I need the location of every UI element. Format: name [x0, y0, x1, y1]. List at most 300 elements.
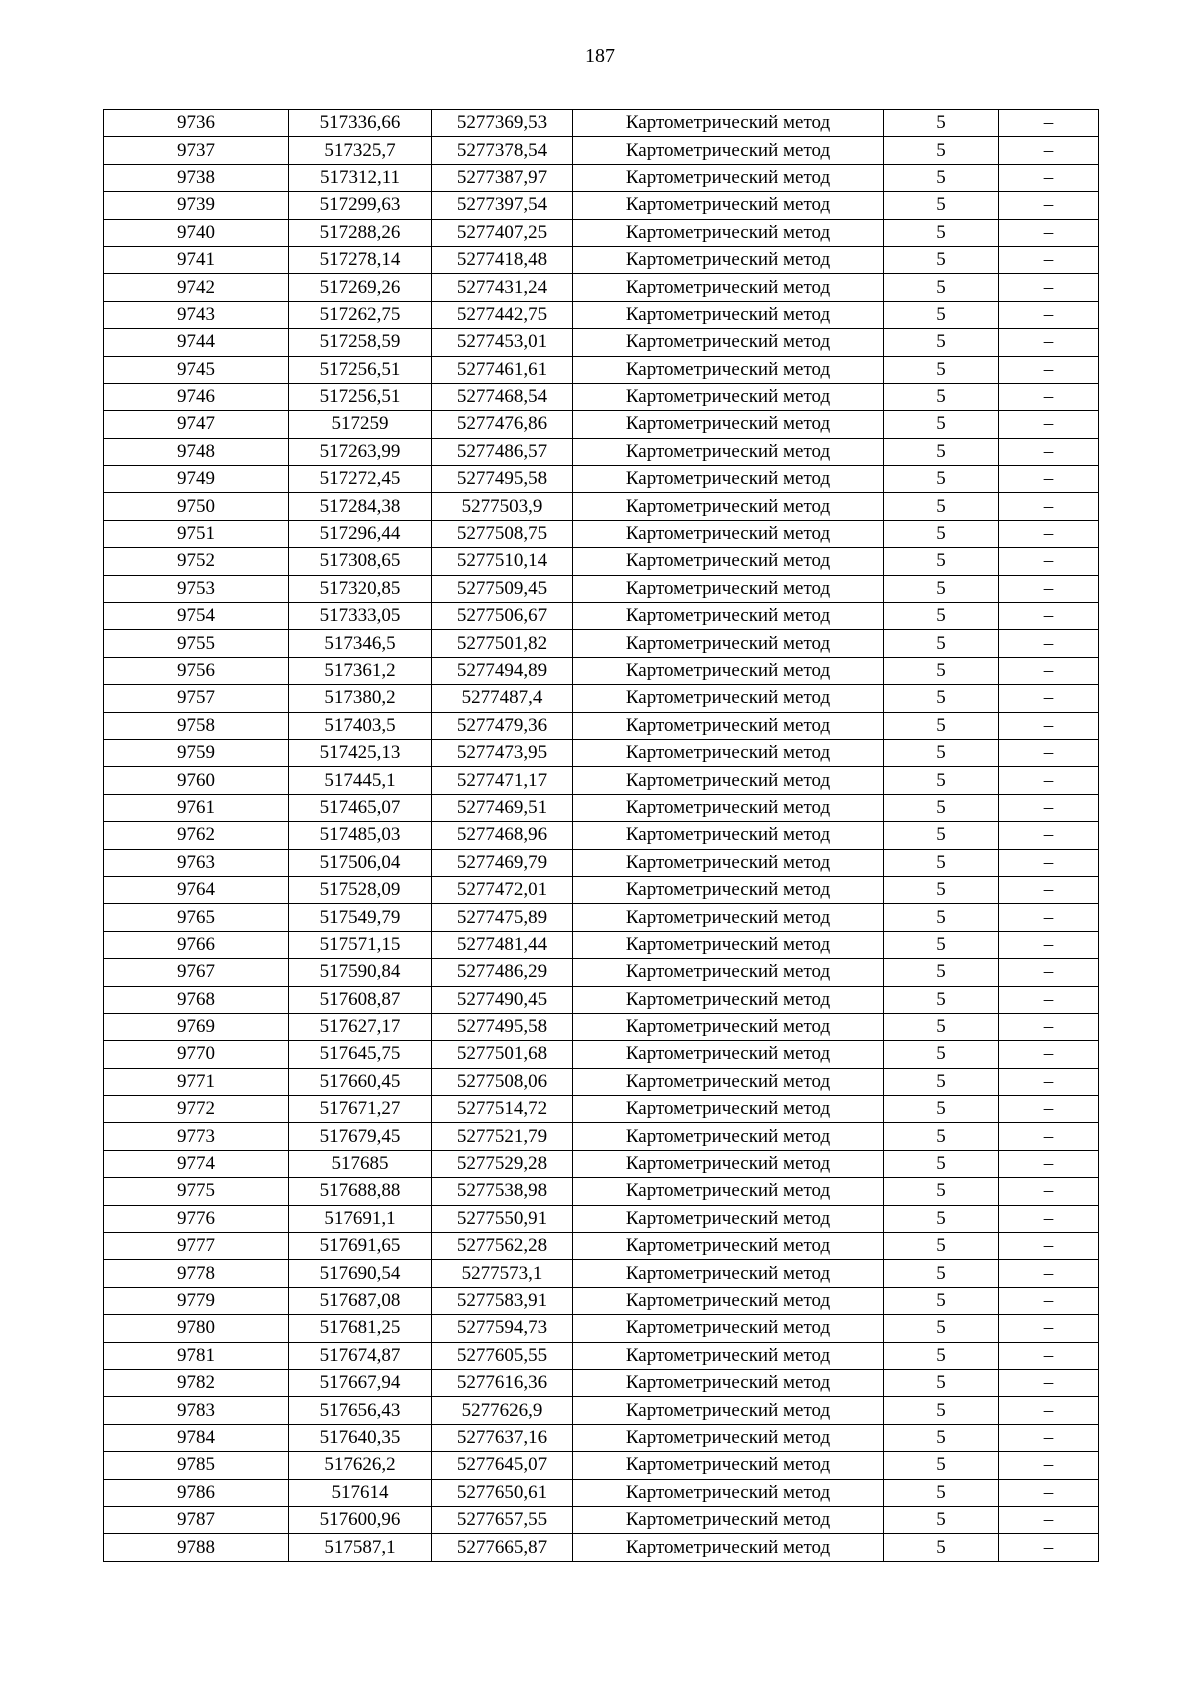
method-cell: Картометрический метод: [573, 1205, 884, 1232]
point-number-cell: 9766: [104, 931, 289, 958]
description-cell: –: [999, 219, 1099, 246]
point-number-cell: 9736: [104, 110, 289, 137]
method-cell: Картометрический метод: [573, 411, 884, 438]
point-number-cell: 9759: [104, 739, 289, 766]
method-cell: Картометрический метод: [573, 904, 884, 931]
description-cell: –: [999, 1315, 1099, 1342]
point-number-cell: 9746: [104, 383, 289, 410]
y-coordinate-cell: 5277453,01: [432, 329, 573, 356]
method-cell: Картометрический метод: [573, 137, 884, 164]
description-cell: –: [999, 246, 1099, 273]
table-row: [104, 493, 1099, 520]
point-number-cell: 9756: [104, 657, 289, 684]
description-cell: –: [999, 876, 1099, 903]
description-cell: –: [999, 1041, 1099, 1068]
table-row: [104, 1397, 1099, 1424]
point-number-cell: 9779: [104, 1287, 289, 1314]
accuracy-cell: 5: [884, 1260, 999, 1287]
x-coordinate-cell: 517256,51: [289, 356, 432, 383]
point-number-cell: 9763: [104, 849, 289, 876]
point-number-cell: 9788: [104, 1534, 289, 1561]
table-row: [104, 1287, 1099, 1314]
accuracy-cell: 5: [884, 794, 999, 821]
method-cell: Картометрический метод: [573, 1150, 884, 1177]
description-cell: –: [999, 1397, 1099, 1424]
y-coordinate-cell: 5277495,58: [432, 466, 573, 493]
point-number-cell: 9772: [104, 1096, 289, 1123]
table-row: [104, 630, 1099, 657]
x-coordinate-cell: 517445,1: [289, 767, 432, 794]
y-coordinate-cell: 5277469,79: [432, 849, 573, 876]
description-cell: –: [999, 1424, 1099, 1451]
x-coordinate-cell: 517626,2: [289, 1452, 432, 1479]
method-cell: Картометрический метод: [573, 1452, 884, 1479]
table-row: [104, 986, 1099, 1013]
y-coordinate-cell: 5277475,89: [432, 904, 573, 931]
x-coordinate-cell: 517614: [289, 1479, 432, 1506]
method-cell: Картометрический метод: [573, 575, 884, 602]
x-coordinate-cell: 517667,94: [289, 1369, 432, 1396]
y-coordinate-cell: 5277503,9: [432, 493, 573, 520]
description-cell: –: [999, 794, 1099, 821]
table-row: [104, 876, 1099, 903]
description-cell: –: [999, 301, 1099, 328]
description-cell: –: [999, 356, 1099, 383]
accuracy-cell: 5: [884, 603, 999, 630]
table-row: [104, 1150, 1099, 1177]
y-coordinate-cell: 5277387,97: [432, 164, 573, 191]
point-number-cell: 9778: [104, 1260, 289, 1287]
point-number-cell: 9747: [104, 411, 289, 438]
point-number-cell: 9785: [104, 1452, 289, 1479]
x-coordinate-cell: 517691,1: [289, 1205, 432, 1232]
accuracy-cell: 5: [884, 1369, 999, 1396]
method-cell: Картометрический метод: [573, 959, 884, 986]
point-number-cell: 9783: [104, 1397, 289, 1424]
y-coordinate-cell: 5277378,54: [432, 137, 573, 164]
y-coordinate-cell: 5277616,36: [432, 1369, 573, 1396]
table-row: [104, 575, 1099, 602]
method-cell: Картометрический метод: [573, 1096, 884, 1123]
table-row: [104, 1342, 1099, 1369]
method-cell: Картометрический метод: [573, 110, 884, 137]
table-row: [104, 1315, 1099, 1342]
y-coordinate-cell: 5277486,29: [432, 959, 573, 986]
point-number-cell: 9738: [104, 164, 289, 191]
description-cell: –: [999, 959, 1099, 986]
method-cell: Картометрический метод: [573, 1178, 884, 1205]
y-coordinate-cell: 5277506,67: [432, 603, 573, 630]
point-number-cell: 9741: [104, 246, 289, 273]
method-cell: Картометрический метод: [573, 329, 884, 356]
x-coordinate-cell: 517259: [289, 411, 432, 438]
table-row: [104, 767, 1099, 794]
description-cell: –: [999, 603, 1099, 630]
x-coordinate-cell: 517272,45: [289, 466, 432, 493]
accuracy-cell: 5: [884, 1534, 999, 1561]
table-row: [104, 219, 1099, 246]
x-coordinate-cell: 517656,43: [289, 1397, 432, 1424]
method-cell: Картометрический метод: [573, 822, 884, 849]
accuracy-cell: 5: [884, 657, 999, 684]
point-number-cell: 9749: [104, 466, 289, 493]
x-coordinate-cell: 517627,17: [289, 1013, 432, 1040]
point-number-cell: 9764: [104, 876, 289, 903]
point-number-cell: 9773: [104, 1123, 289, 1150]
y-coordinate-cell: 5277510,14: [432, 548, 573, 575]
y-coordinate-cell: 5277476,86: [432, 411, 573, 438]
method-cell: Картометрический метод: [573, 1123, 884, 1150]
method-cell: Картометрический метод: [573, 219, 884, 246]
accuracy-cell: 5: [884, 849, 999, 876]
y-coordinate-cell: 5277538,98: [432, 1178, 573, 1205]
y-coordinate-cell: 5277514,72: [432, 1096, 573, 1123]
point-number-cell: 9743: [104, 301, 289, 328]
x-coordinate-cell: 517671,27: [289, 1096, 432, 1123]
accuracy-cell: 5: [884, 1013, 999, 1040]
table-row: [104, 959, 1099, 986]
method-cell: Картометрический метод: [573, 1369, 884, 1396]
x-coordinate-cell: 517685: [289, 1150, 432, 1177]
point-number-cell: 9762: [104, 822, 289, 849]
accuracy-cell: 5: [884, 219, 999, 246]
accuracy-cell: 5: [884, 1287, 999, 1314]
point-number-cell: 9748: [104, 438, 289, 465]
y-coordinate-cell: 5277418,48: [432, 246, 573, 273]
table-row: [104, 822, 1099, 849]
method-cell: Картометрический метод: [573, 520, 884, 547]
table-row: [104, 1205, 1099, 1232]
accuracy-cell: 5: [884, 1041, 999, 1068]
description-cell: –: [999, 438, 1099, 465]
description-cell: –: [999, 712, 1099, 739]
x-coordinate-cell: 517640,35: [289, 1424, 432, 1451]
description-cell: –: [999, 822, 1099, 849]
y-coordinate-cell: 5277468,96: [432, 822, 573, 849]
point-number-cell: 9758: [104, 712, 289, 739]
accuracy-cell: 5: [884, 1096, 999, 1123]
table-row: [104, 110, 1099, 137]
y-coordinate-cell: 5277626,9: [432, 1397, 573, 1424]
y-coordinate-cell: 5277657,55: [432, 1506, 573, 1533]
y-coordinate-cell: 5277397,54: [432, 192, 573, 219]
table-row: [104, 1096, 1099, 1123]
accuracy-cell: 5: [884, 246, 999, 273]
description-cell: –: [999, 1260, 1099, 1287]
x-coordinate-cell: 517681,25: [289, 1315, 432, 1342]
point-number-cell: 9745: [104, 356, 289, 383]
y-coordinate-cell: 5277650,61: [432, 1479, 573, 1506]
point-number-cell: 9739: [104, 192, 289, 219]
x-coordinate-cell: 517587,1: [289, 1534, 432, 1561]
y-coordinate-cell: 5277508,06: [432, 1068, 573, 1095]
x-coordinate-cell: 517687,08: [289, 1287, 432, 1314]
accuracy-cell: 5: [884, 110, 999, 137]
y-coordinate-cell: 5277471,17: [432, 767, 573, 794]
x-coordinate-cell: 517336,66: [289, 110, 432, 137]
y-coordinate-cell: 5277529,28: [432, 1150, 573, 1177]
point-number-cell: 9753: [104, 575, 289, 602]
y-coordinate-cell: 5277407,25: [432, 219, 573, 246]
method-cell: Картометрический метод: [573, 466, 884, 493]
y-coordinate-cell: 5277481,44: [432, 931, 573, 958]
point-number-cell: 9752: [104, 548, 289, 575]
table-row: [104, 356, 1099, 383]
table-row: [104, 1013, 1099, 1040]
method-cell: Картометрический метод: [573, 712, 884, 739]
method-cell: Картометрический метод: [573, 931, 884, 958]
description-cell: –: [999, 110, 1099, 137]
description-cell: –: [999, 1068, 1099, 1095]
method-cell: Картометрический метод: [573, 1315, 884, 1342]
x-coordinate-cell: 517590,84: [289, 959, 432, 986]
accuracy-cell: 5: [884, 1178, 999, 1205]
point-number-cell: 9771: [104, 1068, 289, 1095]
accuracy-cell: 5: [884, 904, 999, 931]
point-number-cell: 9781: [104, 1342, 289, 1369]
method-cell: Картометрический метод: [573, 1233, 884, 1260]
point-number-cell: 9744: [104, 329, 289, 356]
table-row: [104, 1178, 1099, 1205]
description-cell: –: [999, 137, 1099, 164]
accuracy-cell: 5: [884, 1506, 999, 1533]
description-cell: –: [999, 274, 1099, 301]
table-row: [104, 1068, 1099, 1095]
coordinates-table: [103, 109, 1099, 1562]
x-coordinate-cell: 517485,03: [289, 822, 432, 849]
y-coordinate-cell: 5277468,54: [432, 383, 573, 410]
method-cell: Картометрический метод: [573, 246, 884, 273]
x-coordinate-cell: 517258,59: [289, 329, 432, 356]
x-coordinate-cell: 517528,09: [289, 876, 432, 903]
y-coordinate-cell: 5277521,79: [432, 1123, 573, 1150]
accuracy-cell: 5: [884, 356, 999, 383]
point-number-cell: 9780: [104, 1315, 289, 1342]
table-row: [104, 904, 1099, 931]
x-coordinate-cell: 517269,26: [289, 274, 432, 301]
accuracy-cell: 5: [884, 1479, 999, 1506]
point-number-cell: 9782: [104, 1369, 289, 1396]
accuracy-cell: 5: [884, 411, 999, 438]
x-coordinate-cell: 517312,11: [289, 164, 432, 191]
method-cell: Картометрический метод: [573, 493, 884, 520]
accuracy-cell: 5: [884, 1397, 999, 1424]
accuracy-cell: 5: [884, 931, 999, 958]
x-coordinate-cell: 517679,45: [289, 1123, 432, 1150]
table-row: [104, 1260, 1099, 1287]
x-coordinate-cell: 517299,63: [289, 192, 432, 219]
accuracy-cell: 5: [884, 1068, 999, 1095]
description-cell: –: [999, 1452, 1099, 1479]
point-number-cell: 9786: [104, 1479, 289, 1506]
table-row: [104, 466, 1099, 493]
x-coordinate-cell: 517690,54: [289, 1260, 432, 1287]
method-cell: Картометрический метод: [573, 630, 884, 657]
table-row: [104, 438, 1099, 465]
point-number-cell: 9770: [104, 1041, 289, 1068]
method-cell: Картометрический метод: [573, 1068, 884, 1095]
coordinates-table-body: [104, 110, 1099, 1562]
point-number-cell: 9776: [104, 1205, 289, 1232]
description-cell: –: [999, 520, 1099, 547]
method-cell: Картометрический метод: [573, 1041, 884, 1068]
accuracy-cell: 5: [884, 1452, 999, 1479]
x-coordinate-cell: 517660,45: [289, 1068, 432, 1095]
y-coordinate-cell: 5277487,4: [432, 685, 573, 712]
accuracy-cell: 5: [884, 438, 999, 465]
y-coordinate-cell: 5277508,75: [432, 520, 573, 547]
description-cell: –: [999, 685, 1099, 712]
description-cell: –: [999, 630, 1099, 657]
table-row: [104, 1233, 1099, 1260]
method-cell: Картометрический метод: [573, 767, 884, 794]
table-row: [104, 383, 1099, 410]
accuracy-cell: 5: [884, 520, 999, 547]
method-cell: Картометрический метод: [573, 685, 884, 712]
x-coordinate-cell: 517263,99: [289, 438, 432, 465]
table-row: [104, 1506, 1099, 1533]
x-coordinate-cell: 517346,5: [289, 630, 432, 657]
description-cell: –: [999, 657, 1099, 684]
table-row: [104, 739, 1099, 766]
accuracy-cell: 5: [884, 137, 999, 164]
description-cell: –: [999, 383, 1099, 410]
point-number-cell: 9742: [104, 274, 289, 301]
table-row: [104, 274, 1099, 301]
accuracy-cell: 5: [884, 822, 999, 849]
table-row: [104, 931, 1099, 958]
accuracy-cell: 5: [884, 164, 999, 191]
y-coordinate-cell: 5277605,55: [432, 1342, 573, 1369]
y-coordinate-cell: 5277594,73: [432, 1315, 573, 1342]
x-coordinate-cell: 517691,65: [289, 1233, 432, 1260]
accuracy-cell: 5: [884, 1233, 999, 1260]
page-number: 187: [585, 45, 615, 67]
accuracy-cell: 5: [884, 329, 999, 356]
accuracy-cell: 5: [884, 383, 999, 410]
x-coordinate-cell: 517361,2: [289, 657, 432, 684]
method-cell: Картометрический метод: [573, 876, 884, 903]
method-cell: Картометрический метод: [573, 274, 884, 301]
table-row: [104, 1369, 1099, 1396]
point-number-cell: 9740: [104, 219, 289, 246]
method-cell: Картометрический метод: [573, 164, 884, 191]
method-cell: Картометрический метод: [573, 301, 884, 328]
description-cell: –: [999, 192, 1099, 219]
x-coordinate-cell: 517256,51: [289, 383, 432, 410]
y-coordinate-cell: 5277550,91: [432, 1205, 573, 1232]
point-number-cell: 9757: [104, 685, 289, 712]
method-cell: Картометрический метод: [573, 1260, 884, 1287]
x-coordinate-cell: 517600,96: [289, 1506, 432, 1533]
method-cell: Картометрический метод: [573, 356, 884, 383]
y-coordinate-cell: 5277473,95: [432, 739, 573, 766]
x-coordinate-cell: 517688,88: [289, 1178, 432, 1205]
y-coordinate-cell: 5277461,61: [432, 356, 573, 383]
y-coordinate-cell: 5277501,68: [432, 1041, 573, 1068]
y-coordinate-cell: 5277490,45: [432, 986, 573, 1013]
y-coordinate-cell: 5277645,07: [432, 1452, 573, 1479]
accuracy-cell: 5: [884, 767, 999, 794]
table-row: [104, 1479, 1099, 1506]
x-coordinate-cell: 517284,38: [289, 493, 432, 520]
accuracy-cell: 5: [884, 1424, 999, 1451]
point-number-cell: 9774: [104, 1150, 289, 1177]
description-cell: –: [999, 466, 1099, 493]
method-cell: Картометрический метод: [573, 794, 884, 821]
accuracy-cell: 5: [884, 1150, 999, 1177]
table-row: [104, 849, 1099, 876]
description-cell: –: [999, 1534, 1099, 1561]
x-coordinate-cell: 517288,26: [289, 219, 432, 246]
table-row: [104, 301, 1099, 328]
description-cell: –: [999, 1178, 1099, 1205]
method-cell: Картометрический метод: [573, 986, 884, 1013]
y-coordinate-cell: 5277509,45: [432, 575, 573, 602]
point-number-cell: 9769: [104, 1013, 289, 1040]
table-row: [104, 794, 1099, 821]
point-number-cell: 9784: [104, 1424, 289, 1451]
table-row: [104, 411, 1099, 438]
y-coordinate-cell: 5277583,91: [432, 1287, 573, 1314]
table-row: [104, 246, 1099, 273]
accuracy-cell: 5: [884, 548, 999, 575]
x-coordinate-cell: 517278,14: [289, 246, 432, 273]
description-cell: –: [999, 931, 1099, 958]
x-coordinate-cell: 517571,15: [289, 931, 432, 958]
method-cell: Картометрический метод: [573, 438, 884, 465]
table-row: [104, 548, 1099, 575]
y-coordinate-cell: 5277562,28: [432, 1233, 573, 1260]
table-row: [104, 192, 1099, 219]
x-coordinate-cell: 517320,85: [289, 575, 432, 602]
x-coordinate-cell: 517325,7: [289, 137, 432, 164]
point-number-cell: 9767: [104, 959, 289, 986]
point-number-cell: 9754: [104, 603, 289, 630]
description-cell: –: [999, 493, 1099, 520]
method-cell: Картометрический метод: [573, 1342, 884, 1369]
x-coordinate-cell: 517608,87: [289, 986, 432, 1013]
table-row: [104, 1041, 1099, 1068]
description-cell: –: [999, 1013, 1099, 1040]
y-coordinate-cell: 5277495,58: [432, 1013, 573, 1040]
x-coordinate-cell: 517308,65: [289, 548, 432, 575]
point-number-cell: 9737: [104, 137, 289, 164]
description-cell: –: [999, 739, 1099, 766]
description-cell: –: [999, 986, 1099, 1013]
description-cell: –: [999, 329, 1099, 356]
accuracy-cell: 5: [884, 959, 999, 986]
table-row: [104, 685, 1099, 712]
description-cell: –: [999, 1369, 1099, 1396]
description-cell: –: [999, 1479, 1099, 1506]
x-coordinate-cell: 517296,44: [289, 520, 432, 547]
description-cell: –: [999, 849, 1099, 876]
method-cell: Картометрический метод: [573, 1287, 884, 1314]
y-coordinate-cell: 5277469,51: [432, 794, 573, 821]
method-cell: Картометрический метод: [573, 849, 884, 876]
method-cell: Картометрический метод: [573, 603, 884, 630]
point-number-cell: 9761: [104, 794, 289, 821]
accuracy-cell: 5: [884, 274, 999, 301]
point-number-cell: 9751: [104, 520, 289, 547]
description-cell: –: [999, 904, 1099, 931]
x-coordinate-cell: 517425,13: [289, 739, 432, 766]
accuracy-cell: 5: [884, 192, 999, 219]
y-coordinate-cell: 5277369,53: [432, 110, 573, 137]
accuracy-cell: 5: [884, 1315, 999, 1342]
accuracy-cell: 5: [884, 712, 999, 739]
